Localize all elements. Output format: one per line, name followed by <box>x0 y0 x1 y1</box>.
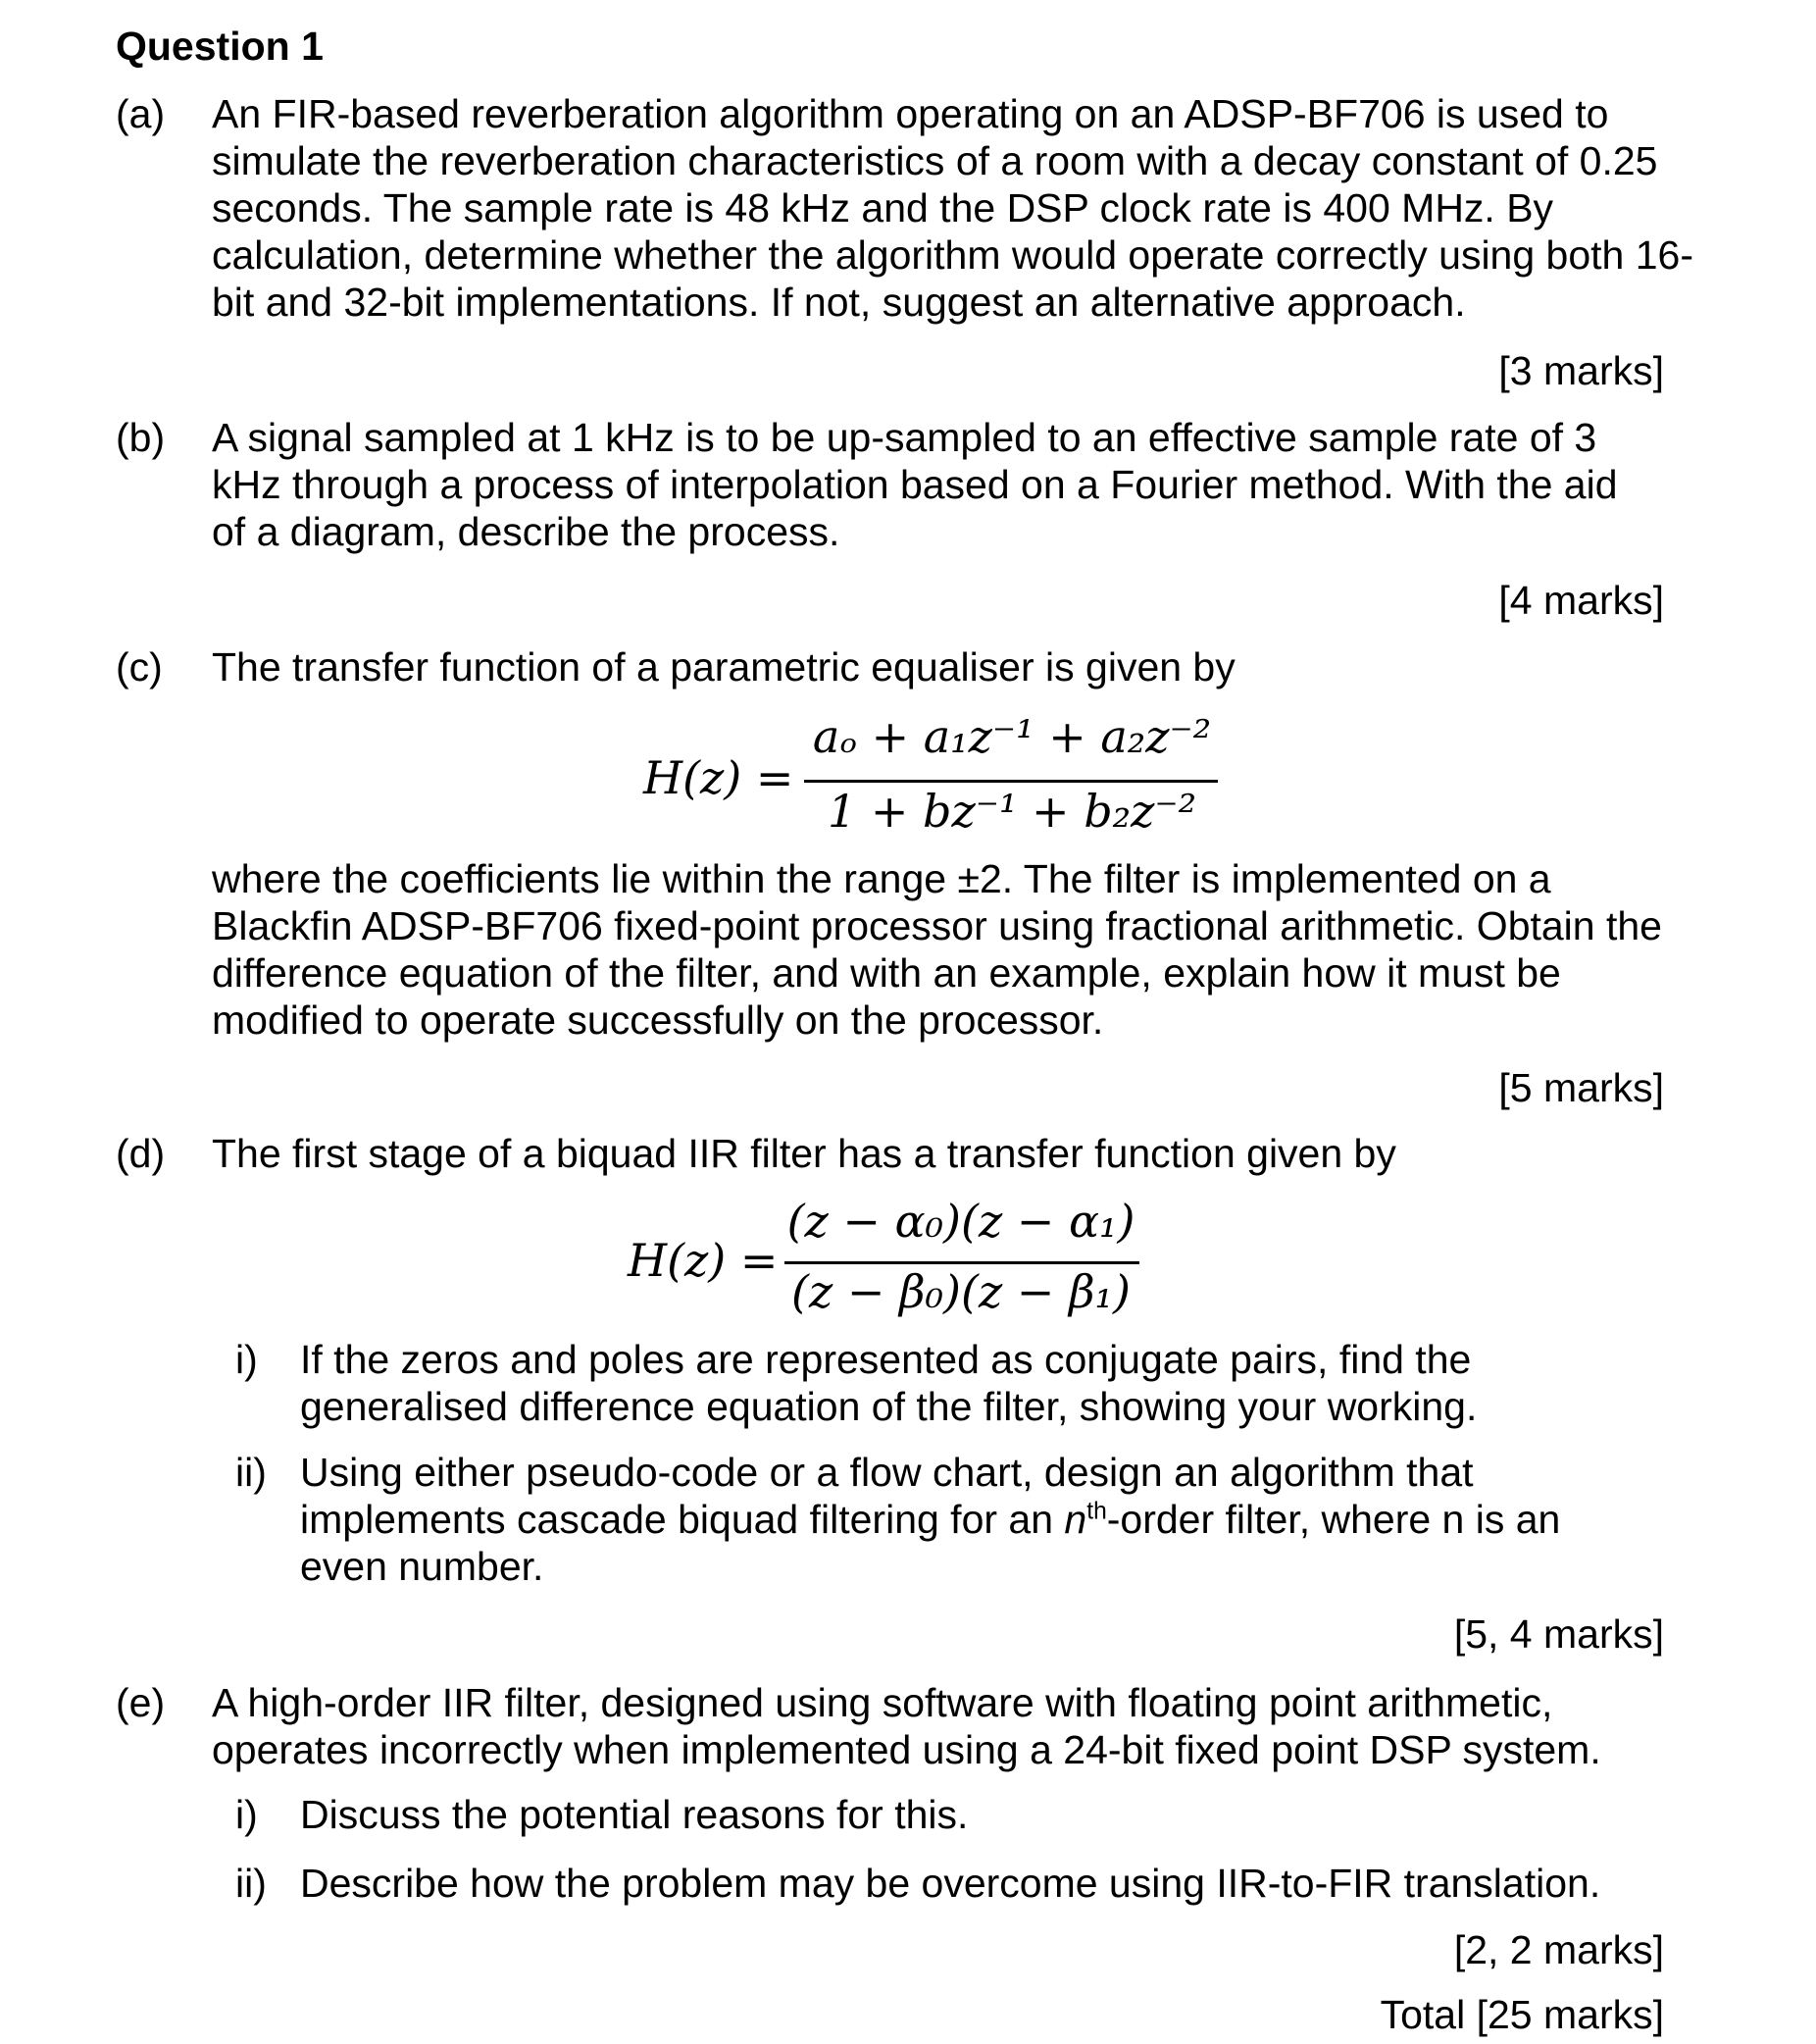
part-d-denominator: (z − β₀)(z − β₁) <box>791 1265 1131 1318</box>
part-d-fraction-bar <box>784 1261 1139 1264</box>
part-e-text: A high-order IIR filter, designed using software with floating point arithmetic, operates incorrectly when implemented using a 24-bit fixed point DSP system. <box>212 1680 1601 1772</box>
part-a-text: An FIR-based reverberation algorithm operating on an ADSP-BF706 is used to simulate the reverberation characteristics of a room with a decay constant of 0.25 seconds. The sample rate is 48 kHz and the DSP clock rate is 400 MHz. By calculation, determine whether the algorithm would operate correctly using both 16-bit and 32-bit implementations. If not, suggest an alternative approach. <box>212 91 1693 325</box>
part-c-intro: The transfer function of a parametric equaliser is given by <box>212 644 1236 690</box>
part-c-text: where the coefficients lie within the range ±2. The filter is implemented on a Blackfin ADSP-BF706 fixed-point processor using fractional arithmetic. Obtain the difference equation of the filter, and with an example, explain how it must be modified to operate successfully on the processor. <box>212 856 1662 1043</box>
part-d-intro: The first stage of a biquad IIR filter has a transfer function given by <box>212 1131 1396 1176</box>
part-d-item-2-label: ii) <box>235 1450 267 1495</box>
part-e-item-1-label: i) <box>235 1792 258 1837</box>
part-d-label: (d) <box>116 1131 166 1176</box>
superscript-th: th <box>1086 1498 1107 1525</box>
part-a-label: (a) <box>116 91 166 136</box>
part-d-marks: [5, 4 marks] <box>1453 1611 1664 1657</box>
part-e-marks: [2, 2 marks] <box>1453 1927 1664 1972</box>
part-d-equation-lhs: H(z) = <box>628 1234 779 1287</box>
part-c-marks: [5 marks] <box>1498 1065 1664 1110</box>
part-d-numerator: (z − α₀)(z − α₁) <box>786 1195 1135 1248</box>
part-a-marks: [3 marks] <box>1498 348 1664 393</box>
part-e-item-1-text: Discuss the potential reasons for this. <box>300 1792 969 1837</box>
part-b-label: (b) <box>116 415 166 460</box>
part-d-item-1-text: If the zeros and poles are represented as conjugate pairs, find the generalised difference equation of the filter, showing your working. <box>300 1337 1478 1429</box>
part-e-item-2-label: ii) <box>235 1861 267 1906</box>
part-d-item-2-text: Using either pseudo-code or a flow chart, design an algorithm that implements cascade biquad filtering for an $n^{th}$-order filter, where n is an even number. <box>300 1450 1561 1589</box>
part-d-item-1-label: i) <box>235 1337 258 1382</box>
part-c-numerator: aₒ + a₁z⁻¹ + a₂z⁻² <box>812 710 1212 763</box>
total-marks: Total [25 marks] <box>1380 1992 1664 2037</box>
n-variable: n <box>1064 1497 1087 1542</box>
part-b-text: A signal sampled at 1 kHz is to be up-sampled to an effective sample rate of 3 kHz through a process of interpolation based on a Fourier method. With the aid of a diagram, describe the process. <box>212 415 1618 554</box>
part-b-marks: [4 marks] <box>1498 578 1664 623</box>
part-c-denominator: 1 + bz⁻¹ + b₂z⁻² <box>827 785 1197 838</box>
part-e-label: (e) <box>116 1680 166 1725</box>
question-title: Question 1 <box>116 24 324 69</box>
part-e-item-2-text: Describe how the problem may be overcome using IIR-to-FIR translation. <box>300 1861 1601 1906</box>
part-c-equation-lhs: H(z) = <box>643 751 794 804</box>
part-c-fraction-bar <box>804 780 1218 783</box>
part-c-label: (c) <box>116 644 163 690</box>
